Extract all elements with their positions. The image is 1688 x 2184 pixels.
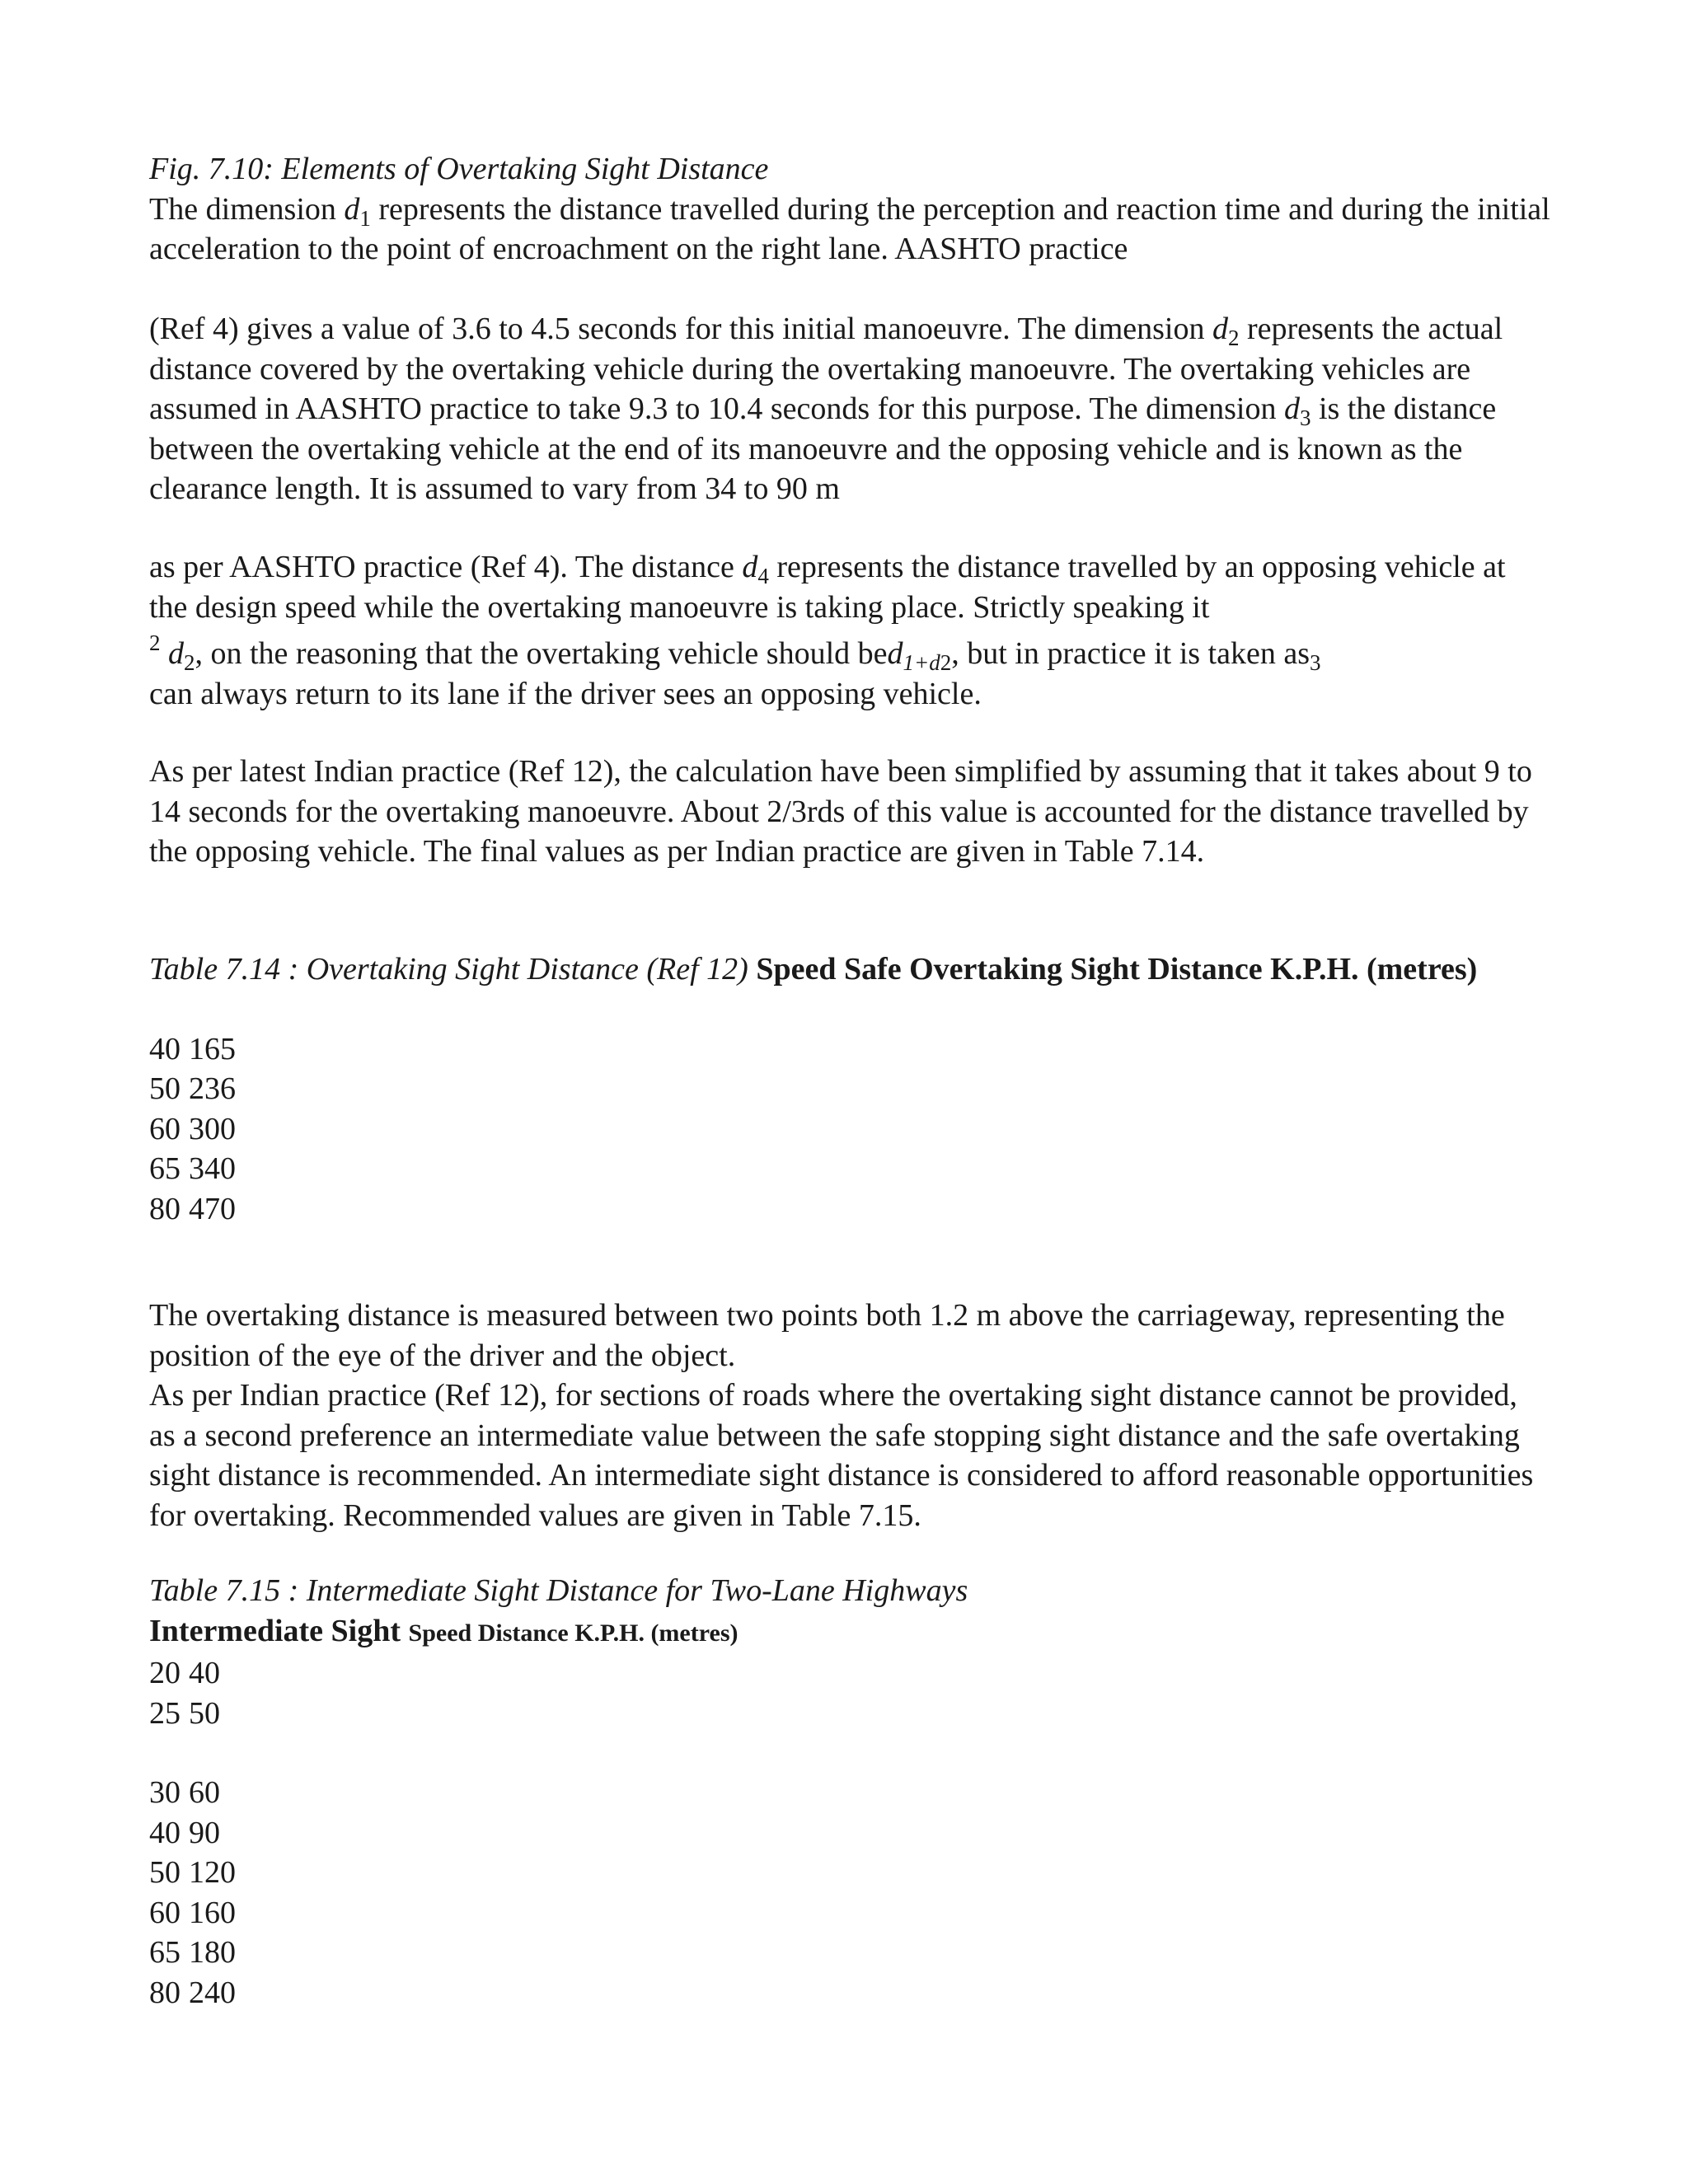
table-row — [149, 1029, 1550, 1070]
speed-cell: 20 — [149, 1656, 181, 1690]
table-7-15-subheader: Speed Distance K.P.H. (metres) — [408, 1619, 738, 1647]
table-row — [149, 1189, 1550, 1230]
table-row — [149, 1694, 1550, 1734]
table-7-14 — [149, 949, 1550, 1229]
table-row — [149, 1069, 1550, 1109]
table-7-14-header: Speed Safe Overtaking Sight Distance K.P.H. (metres) — [756, 952, 1478, 987]
paragraph-d2-d3: (Ref 4) gives a value of 3.6 to 4.5 seconds for this initial manoeuvre. The dimension $d_2$ represents the actual distance covered by the overtaking vehicle during the overtaking manoeuvre. The overtaking vehicles are assumed in AASHTO practice to take 9.3 to 10.4 seconds for this purpose. The dimension $d_3$ is the distance between the overtaking vehicle at the end of its manoeuvre and the opposing vehicle and is known as the clearance length. It is assumed to vary from 34 to 90 m — [149, 312, 1503, 506]
figure-and-intro — [149, 149, 1550, 269]
speed-cell: 30 — [149, 1775, 181, 1810]
table-7-15 — [149, 1571, 1550, 2013]
distance-cell: 165 — [189, 1031, 236, 1066]
distance-cell: 300 — [189, 1111, 236, 1146]
table-row — [149, 1973, 1550, 2013]
distance-cell: 50 — [189, 1695, 220, 1731]
table-row — [149, 1853, 1550, 1893]
distance-cell: 120 — [189, 1855, 236, 1890]
speed-cell: 65 — [149, 1151, 181, 1186]
table-row — [149, 1813, 1550, 1854]
speed-cell: 50 — [149, 1855, 181, 1890]
paragraph-d1: The dimension $d_1$ represents the distance travelled during the perception and reaction time and during the initial acceleration to the point of encroachment on the right lane. AASHTO practice — [149, 191, 1550, 266]
speed-cell: 50 — [149, 1071, 181, 1106]
speed-cell: 60 — [149, 1895, 181, 1930]
table-row — [149, 1893, 1550, 1933]
distance-cell: 60 — [189, 1775, 220, 1810]
table-7-15-header: Intermediate Sight — [149, 1613, 401, 1648]
paragraph-indian-practice: As per latest Indian practice (Ref 12), the calculation have been simplified by assuming that it takes about 9 to 14 seconds for the overtaking manoeuvre. About 2/3rds of this value is accounted for the distance travelled by the opposing vehicle. The final values as per Indian practice are given in Table 7.14. — [149, 754, 1532, 869]
paragraph-measurement: The overtaking distance is measured between two points both 1.2 m above the carriageway, representing the position of the eye of the driver and the object. As per Indian practice (Ref 12), for sections of roads where the overtaking sight distance cannot be provided, as a second preference an intermediate value between the safe stopping sight distance and the safe overtaking sight distance is recommended. An intermediate sight distance is considered to afford reasonable opportunities for overtaking. Recommended values are given in Table 7.15. — [149, 1298, 1534, 1533]
table-row — [149, 1653, 1550, 1694]
paragraph-d4: as per AASHTO practice (Ref 4). The distance $d_4$ represents the distance travelled by an opposing vehicle at the design speed while the overtaking manoeuvre is taking place. Strictly speaking it $^2$ $d_2$, on the reasoning that the overtaking vehicle should bed$_{1+d2}$, but in practice it is taken $as_3$ can always return to its lane if the driver sees an opposing vehicle. — [149, 550, 1506, 711]
table-row — [149, 1109, 1550, 1150]
speed-cell: 80 — [149, 1975, 181, 2010]
table-row — [149, 1149, 1550, 1189]
table-7-15-caption: Table 7.15 : Intermediate Sight Distance for Two-Lane Highways — [149, 1573, 968, 1608]
distance-cell: 40 — [189, 1656, 220, 1690]
speed-cell: 60 — [149, 1111, 181, 1146]
table-row — [149, 1933, 1550, 1973]
distance-cell: 90 — [189, 1815, 220, 1850]
distance-cell: 470 — [189, 1191, 236, 1226]
distance-cell: 236 — [189, 1071, 236, 1106]
distance-cell: 240 — [189, 1975, 236, 2010]
distance-cell: 340 — [189, 1151, 236, 1186]
table-7-14-caption: Table 7.14 : Overtaking Sight Distance (Ref 12) — [149, 952, 748, 987]
distance-cell: 180 — [189, 1935, 236, 1970]
distance-cell: 160 — [189, 1895, 236, 1930]
table-7-15-rows-b — [149, 1773, 1550, 2013]
speed-cell: 65 — [149, 1935, 181, 1970]
table-row — [149, 1773, 1550, 1813]
speed-cell: 25 — [149, 1695, 181, 1731]
speed-cell: 80 — [149, 1191, 181, 1226]
speed-cell: 40 — [149, 1031, 181, 1066]
table-7-14-rows — [149, 1029, 1550, 1230]
table-7-15-rows-a — [149, 1653, 1550, 1733]
speed-cell: 40 — [149, 1815, 181, 1850]
figure-caption: Fig. 7.10: Elements of Overtaking Sight Distance — [149, 152, 769, 186]
